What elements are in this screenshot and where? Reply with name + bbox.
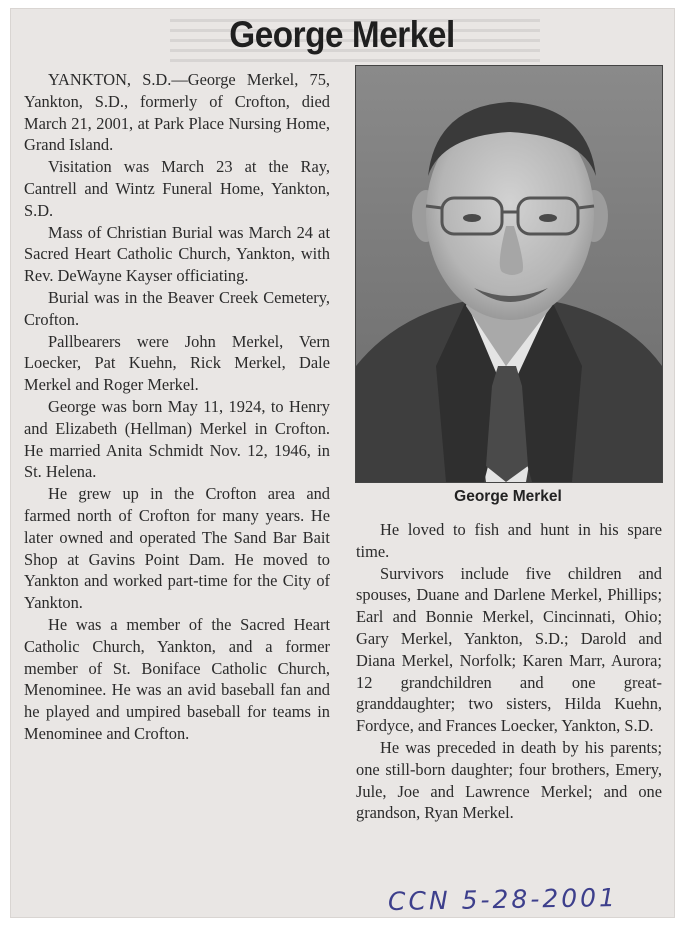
portrait-illustration	[356, 66, 662, 482]
photo-caption: George Merkel	[454, 488, 562, 505]
obituary-paragraph: He was a member of the Sacred Heart Catholic Church, Yankton, and a former member of St. Boniface Catholic Church, Menominee. He was an avid baseball fan and he played and umpired baseball for teams in Menominee and Crofton.	[24, 614, 330, 743]
obituary-paragraph: He was preceded in death by his parents; one still-born daughter; four brothers, Emery, Jule, Joe and Lawrence Merkel; and one grandson, Ryan Merkel.	[356, 737, 662, 823]
obituary-paragraph: Pallbearers were John Merkel, Vern Loecker, Pat Kuehn, Rick Merkel, Dale Merkel and Roger Merkel.	[24, 331, 330, 395]
obituary-headline: George Merkel	[229, 14, 455, 55]
obituary-right-column	[356, 519, 662, 824]
portrait-photo	[355, 65, 663, 483]
obituary-paragraph: He grew up in the Crofton area and farmed north of Crofton for many years. He later owned and operated The Sand Bar Bait Shop at Gavins Point Dam. He moved to Yankton and worked part-time for the City of Yankton.	[24, 484, 330, 613]
obituary-paragraph: George was born May 11, 1924, to Henry and Elizabeth (Hellman) Merkel in Crofton. He married Anita Schmidt Nov. 12, 1946, in St. Helena.	[24, 396, 330, 482]
obituary-paragraph: He loved to fish and hunt in his spare time.	[356, 520, 662, 561]
obituary-paragraph: YANKTON, S.D.—George Merkel, 75, Yankton, S.D., formerly of Crofton, died March 21, 2001, at Park Place Nursing Home, Grand Island.	[24, 70, 330, 155]
obituary-left-column	[24, 69, 330, 745]
obituary-paragraph: Burial was in the Beaver Creek Cemetery, Crofton.	[24, 287, 330, 329]
handwritten-date-note: CCN 5-28-2001	[387, 882, 619, 917]
obituary-paragraph: Visitation was March 23 at the Ray, Cantrell and Wintz Funeral Home, Yankton, S.D.	[24, 157, 330, 220]
obituary-paragraph: Survivors include five children and spouses, Duane and Darlene Merkel, Phillips; Earl and Bonnie Merkel, Cincinnati, Ohio; Gary Merkel, Yankton, S.D.; Darold and Diana Merkel, Norfolk; Karen Marr, Aurora; 12 grandchildren and one great-granddaughter; two sisters, Hilda Kuehn, Fordyce, and Frances Loecker, Yankton, S.D.	[356, 563, 662, 736]
obituary-paragraph: Mass of Christian Burial was March 24 at Sacred Heart Catholic Church, Yankton, with Rev. DeWayne Kayser officiating.	[24, 222, 330, 286]
